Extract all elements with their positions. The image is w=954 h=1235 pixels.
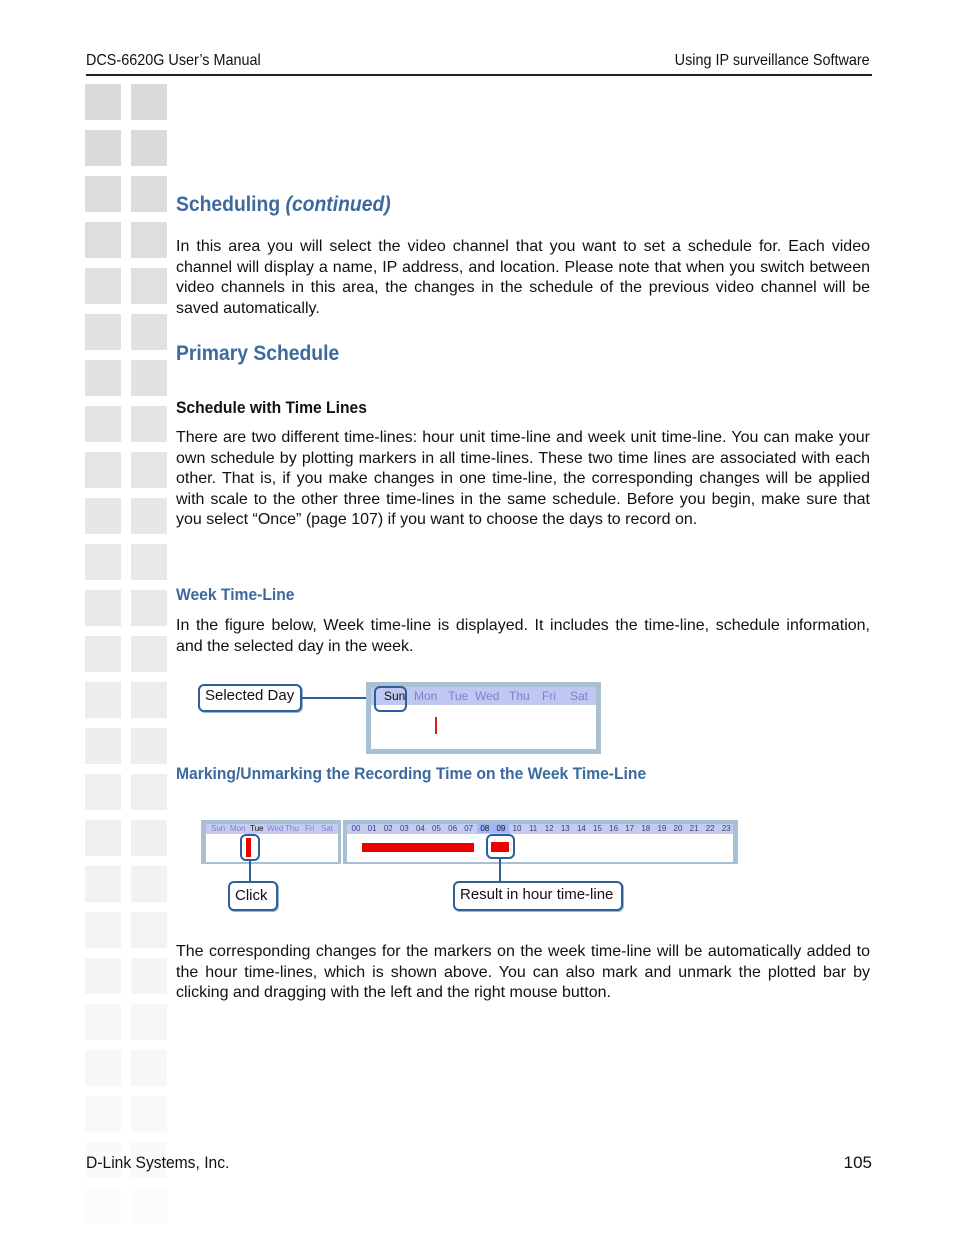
heading-continued: (continued) bbox=[285, 193, 391, 216]
decorative-square bbox=[131, 360, 167, 396]
hour-label-23[interactable]: 23 bbox=[721, 824, 731, 833]
day-label-small-sat[interactable]: Sat bbox=[321, 824, 334, 833]
decorative-square bbox=[85, 268, 121, 304]
decorative-square bbox=[85, 958, 121, 994]
hour-label-17[interactable]: 17 bbox=[625, 824, 635, 833]
decorative-square bbox=[85, 544, 121, 580]
decorative-square bbox=[131, 866, 167, 902]
hour-label-15[interactable]: 15 bbox=[593, 824, 602, 833]
decorative-square bbox=[85, 1004, 121, 1040]
hour-label-00[interactable]: 00 bbox=[351, 824, 361, 833]
decorative-square bbox=[131, 590, 167, 626]
decorative-square bbox=[131, 268, 167, 304]
hour-marker-bar-existing[interactable] bbox=[362, 843, 474, 852]
hour-label-11[interactable]: 11 bbox=[528, 824, 538, 833]
decorative-square bbox=[85, 1096, 121, 1132]
click-connector bbox=[249, 861, 251, 882]
decorative-square bbox=[131, 958, 167, 994]
week-time-line-small bbox=[201, 820, 341, 864]
decorative-square bbox=[85, 222, 121, 258]
decorative-square bbox=[131, 130, 167, 166]
hour-label-12[interactable]: 12 bbox=[544, 824, 554, 833]
decorative-square bbox=[131, 498, 167, 534]
hour-label-19[interactable]: 19 bbox=[657, 824, 667, 833]
hour-label-09[interactable]: 09 bbox=[493, 824, 509, 833]
decorative-square bbox=[131, 84, 167, 120]
heading-primary-schedule: Primary Schedule bbox=[176, 342, 340, 365]
hour-label-08[interactable]: 08 bbox=[477, 824, 493, 833]
decorative-square bbox=[131, 1188, 167, 1224]
day-label-sun[interactable]: Sun bbox=[384, 689, 406, 703]
decorative-square bbox=[131, 406, 167, 442]
decorative-square bbox=[131, 820, 167, 856]
decorative-square bbox=[131, 682, 167, 718]
week-day-bar-small[interactable] bbox=[206, 824, 338, 834]
heading-scheduling: Scheduling (continued) bbox=[176, 193, 391, 216]
day-label-tue[interactable]: Tue bbox=[448, 689, 469, 703]
day-label-small-wed[interactable]: Wed bbox=[267, 824, 284, 833]
paragraph-corresponding: The corresponding changes for the markers on the week time-line will be automatically added to the hour time-lines, which is shown above. You can also mark and unmark the plotted bar by clicking and dragging with the left and the right mouse button. bbox=[176, 943, 870, 1002]
decorative-square bbox=[85, 360, 121, 396]
click-callout: Click bbox=[228, 881, 278, 911]
decorative-square bbox=[85, 820, 121, 856]
decorative-square bbox=[85, 1188, 121, 1224]
decorative-square bbox=[131, 222, 167, 258]
day-label-mon[interactable]: Mon bbox=[414, 689, 438, 703]
decorative-square bbox=[131, 912, 167, 948]
day-label-fri[interactable]: Fri bbox=[542, 689, 556, 703]
day-label-small-tue[interactable]: Tue bbox=[250, 824, 264, 833]
hour-label-03[interactable]: 03 bbox=[399, 824, 409, 833]
decorative-square bbox=[85, 866, 121, 902]
decorative-square bbox=[85, 406, 121, 442]
day-label-small-mon[interactable]: Mon bbox=[230, 824, 246, 833]
result-connector bbox=[499, 859, 501, 882]
decorative-square bbox=[131, 636, 167, 672]
decorative-square bbox=[85, 84, 121, 120]
hour-label-06[interactable]: 06 bbox=[448, 824, 458, 833]
decorative-square bbox=[131, 544, 167, 580]
decorative-square bbox=[85, 682, 121, 718]
paragraph-time-lines: There are two different time-lines: hour unit time-line and week unit time-line. You can make your own schedule by plotting markers in all time-lines. These two time lines are associated with each other. That is, if you make changes in one time-line, the corresponding changes will be applied with scale to the other three time-lines in the same schedule. Before you begin, make sure that you select “Once” (page 107) if you want to choose the days to record on. bbox=[176, 429, 870, 529]
decorative-square bbox=[131, 1004, 167, 1040]
decorative-square bbox=[85, 636, 121, 672]
decorative-square bbox=[131, 176, 167, 212]
result-callout: Result in hour time-line bbox=[453, 881, 623, 911]
decorative-square bbox=[85, 176, 121, 212]
schedule-marker bbox=[435, 717, 437, 734]
hour-label-10[interactable]: 10 bbox=[512, 824, 522, 833]
decorative-square bbox=[85, 1050, 121, 1086]
heading-time-lines: Schedule with Time Lines bbox=[176, 398, 367, 417]
hour-label-01[interactable]: 01 bbox=[367, 824, 377, 833]
decorative-square bbox=[131, 314, 167, 350]
day-label-small-sun[interactable]: Sun bbox=[211, 824, 226, 833]
day-label-sat[interactable]: Sat bbox=[570, 689, 589, 703]
hour-label-16[interactable]: 16 bbox=[609, 824, 619, 833]
paragraph-week: In the figure below, Week time-line is displayed. It includes the time-line, schedule information, and the selected day in the week. bbox=[176, 617, 870, 655]
hour-time-line bbox=[343, 820, 738, 864]
decorative-square bbox=[131, 1050, 167, 1086]
hour-label-21[interactable]: 21 bbox=[689, 824, 699, 833]
decorative-square bbox=[85, 314, 121, 350]
heading-marking: Marking/Unmarking the Recording Time on the Week Time-Line bbox=[176, 764, 647, 783]
footer-company: D-Link Systems, Inc. bbox=[86, 1153, 230, 1172]
decorative-square bbox=[131, 728, 167, 764]
page-number: 105 bbox=[843, 1153, 872, 1172]
heading-week-time-line: Week Time-Line bbox=[176, 585, 295, 604]
decorative-square bbox=[85, 452, 121, 488]
decorative-square bbox=[85, 498, 121, 534]
hour-bar[interactable] bbox=[347, 824, 733, 834]
decorative-square bbox=[85, 590, 121, 626]
paragraph-channels: In this area you will select the video channel that you want to set a schedule for. Each video channel will display a name, IP address, and location. Please note that when you switch between video channels in this area, the changes in the schedule of the previous video channel will be saved automatically. bbox=[176, 238, 870, 317]
hour-label-13[interactable]: 13 bbox=[560, 824, 570, 833]
day-label-small-thu[interactable]: Thu bbox=[285, 824, 299, 833]
hour-label-05[interactable]: 05 bbox=[432, 824, 441, 833]
decorative-square bbox=[85, 728, 121, 764]
section-title: Using IP surveillance Software bbox=[674, 52, 870, 69]
hour-label-07[interactable]: 07 bbox=[464, 824, 474, 833]
selected-day-highlight bbox=[374, 686, 407, 712]
day-label-thu[interactable]: Thu bbox=[509, 689, 530, 703]
manual-title: DCS-6620G User’s Manual bbox=[86, 52, 261, 69]
callout-connector bbox=[302, 697, 374, 699]
day-label-wed[interactable]: Wed bbox=[475, 689, 500, 703]
header-rule bbox=[86, 74, 872, 76]
decorative-square bbox=[85, 130, 121, 166]
hour-label-02[interactable]: 02 bbox=[383, 824, 393, 833]
hour-label-20[interactable]: 20 bbox=[673, 824, 683, 833]
day-label-small-fri[interactable]: Fri bbox=[305, 824, 315, 833]
hour-label-18[interactable]: 18 bbox=[641, 824, 651, 833]
decorative-square bbox=[131, 452, 167, 488]
decorative-square bbox=[85, 912, 121, 948]
decorative-square bbox=[131, 774, 167, 810]
decorative-square bbox=[85, 774, 121, 810]
result-highlight bbox=[486, 834, 515, 859]
decorative-square bbox=[131, 1096, 167, 1132]
hour-label-22[interactable]: 22 bbox=[705, 824, 715, 833]
selected-day-callout: Selected Day bbox=[198, 684, 302, 712]
click-highlight bbox=[240, 834, 260, 861]
hour-label-04[interactable]: 04 bbox=[415, 824, 425, 833]
hour-label-14[interactable]: 14 bbox=[576, 824, 586, 833]
